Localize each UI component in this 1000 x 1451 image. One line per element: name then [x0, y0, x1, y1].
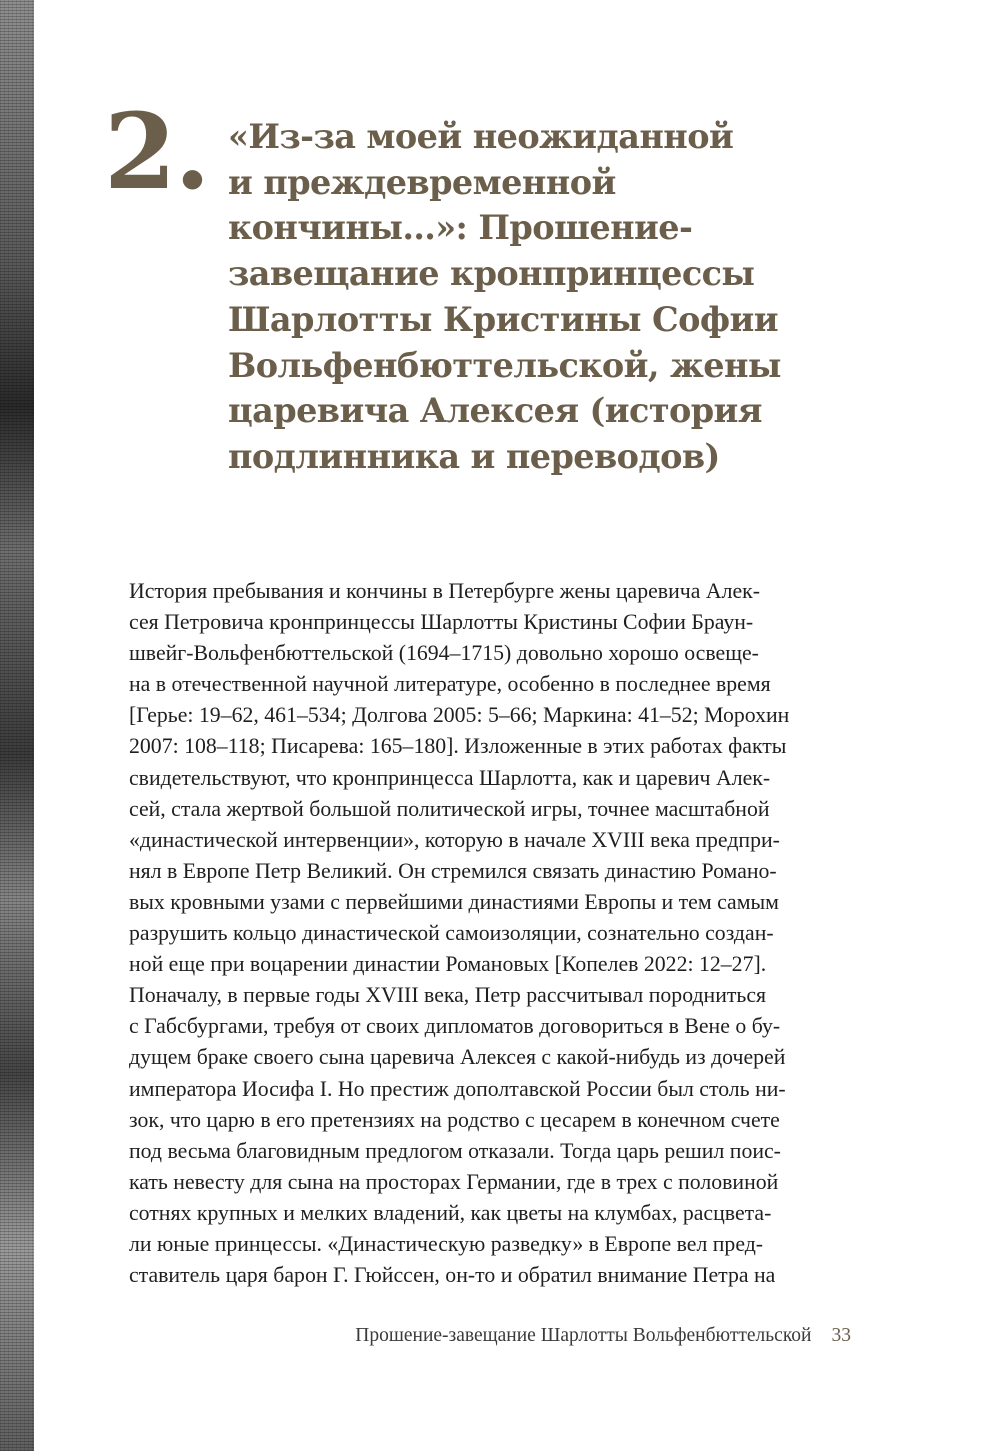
body-line: ставитель царя барон Г. Гюйссен, он-то и обратил внимание Петра на — [129, 1263, 776, 1288]
body-line: [Герье: 19–62, 461–534; Долгова 2005: 5–66; Маркина: 41–52; Морохин — [129, 703, 790, 728]
chapter-title-line: и преждевременной — [228, 162, 616, 202]
body-line: сея Петровича кронпринцессы Шарлотты Кристины Софии Браун- — [129, 610, 754, 635]
chapter-title — [228, 114, 808, 480]
page-number: 33 — [831, 1325, 851, 1346]
body-line: сей, стала жертвой большой политической игры, точнее масштабной — [129, 796, 770, 821]
chapter-title-line: Вольфенбюттельской, жены — [228, 345, 781, 385]
body-line: свидетельствуют, что кронпринцесса Шарлотта, как и царевич Алек- — [129, 765, 771, 790]
page-footer — [355, 1325, 851, 1347]
body-line: вых кровными узами с первейшими династиями Европы и тем самым — [129, 889, 779, 914]
body-line: 2007: 108–118; Писарева: 165–180]. Изложенные в этих работах факты — [129, 734, 787, 759]
body-line: императора Иосифа I. Но престиж дополтавской России был столь ни- — [129, 1076, 786, 1101]
body-line: «династической интервенции», которую в начале XVIII века предпри- — [129, 827, 780, 852]
body-line: сотнях крупных и мелких владений, как цветы на клумбах, расцвета- — [129, 1200, 772, 1225]
body-line: нял в Европе Петр Великий. Он стремился связать династию Романо- — [129, 858, 777, 883]
body-line: на в отечественной научной литературе, особенно в последнее время — [129, 672, 771, 697]
body-line: зок, что царю в его претензиях на родство с цесарем в конечном счете — [129, 1107, 780, 1132]
body-text — [129, 576, 859, 1291]
chapter-title-line: Шарлотты Кристины Софии — [228, 299, 778, 339]
chapter-title-line: «Из-за моей неожиданной — [228, 117, 734, 156]
body-line: ной еще при воцарении династии Романовых [Копелев 2022: 12–27]. — [129, 952, 767, 977]
running-title: Прошение-завещание Шарлотты Вольфенбюттельской — [355, 1325, 812, 1346]
chapter-number: 2. — [104, 90, 209, 213]
chapter-title-line: подлинника и переводов) — [228, 436, 720, 476]
engraving-edge-strip — [0, 0, 34, 1451]
chapter-title-line: царевича Алексея (история — [228, 391, 762, 431]
chapter-title-line: завещание кронпринцессы — [228, 254, 755, 294]
body-line: под весьма благовидным предлогом отказали. Тогда царь решил поис- — [129, 1138, 781, 1163]
body-line: разрушить кольцо династической самоизоляции, сознательно создан- — [129, 921, 774, 946]
chapter-title-line: кончины…»: Прошение- — [228, 208, 693, 248]
body-line: дущем браке своего сына царевича Алексея с какой-нибудь из дочерей — [129, 1045, 786, 1070]
body-line: История пребывания и кончины в Петербурге жены царевича Алек- — [129, 579, 760, 603]
body-line: ли юные принцессы. «Династическую разведку» в Европе вел пред- — [129, 1231, 764, 1256]
body-line: с Габсбургами, требуя от своих дипломатов договориться в Вене о бу- — [129, 1014, 781, 1039]
body-line: кать невесту для сына на просторах Германии, где в трех с половиной — [129, 1169, 779, 1194]
body-line: швейг-Вольфенбюттельской (1694–1715) довольно хорошо освеще- — [129, 641, 759, 666]
body-line: Поначалу, в первые годы XVIII века, Петр рассчитывал породниться — [129, 983, 767, 1008]
